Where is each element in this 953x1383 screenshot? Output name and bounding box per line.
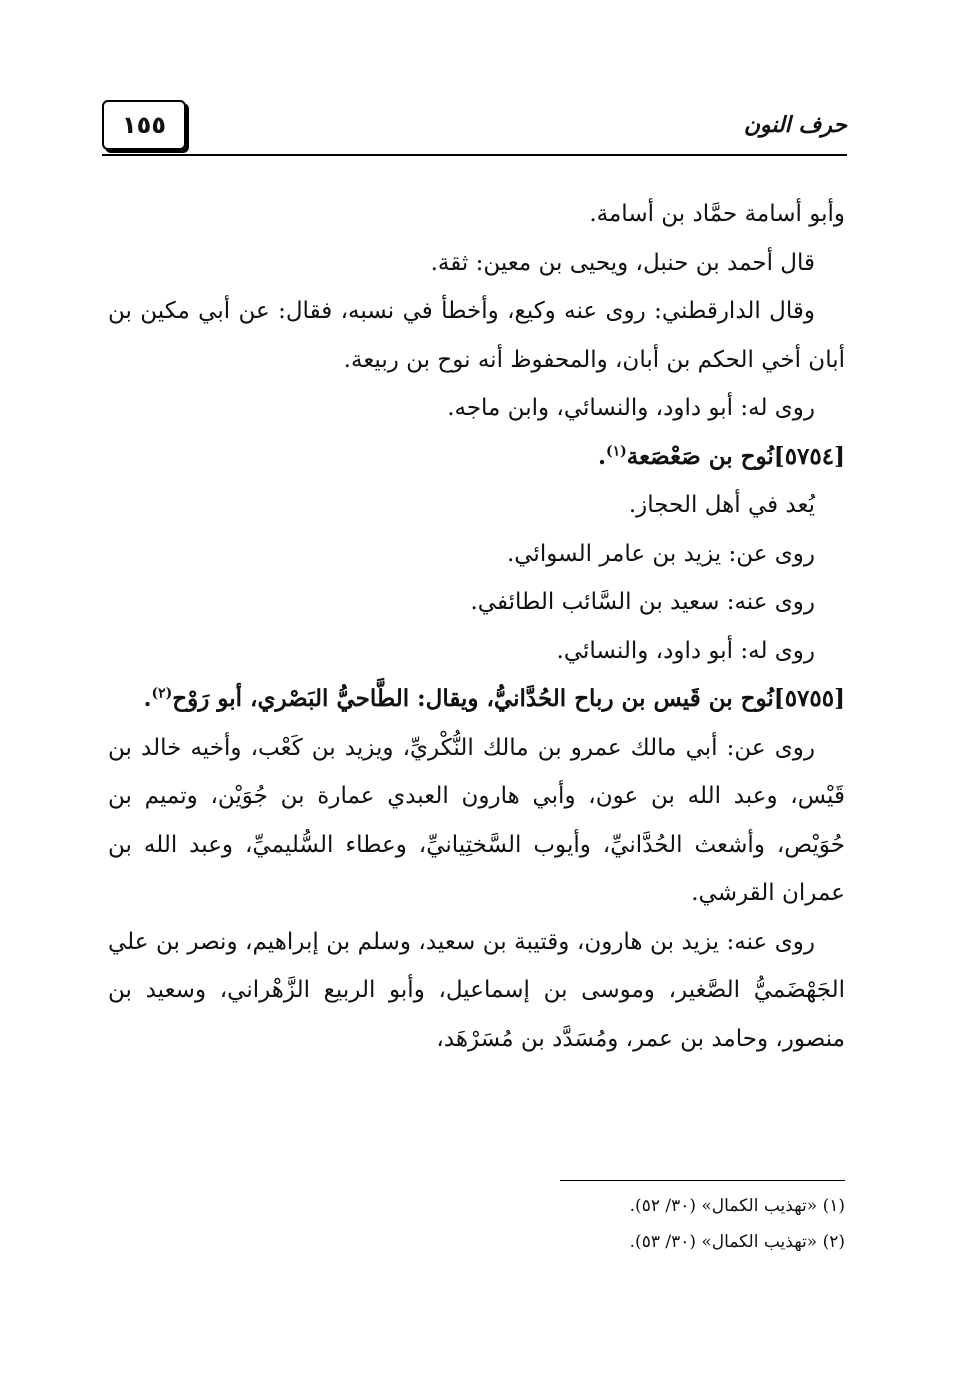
footnote-rule (560, 1180, 845, 1181)
footnote-ref: (١) (605, 442, 627, 459)
footnote: (١) «تهذيب الكمال» (٣٠/ ٥٢). (629, 1196, 845, 1216)
footnote: (٢) «تهذيب الكمال» (٣٠/ ٥٣). (629, 1232, 845, 1252)
entry-name: نُوح بن صَعْصَعة (626, 442, 774, 470)
paragraph: روى عنه: سعيد بن السَّائب الطائفي. (470, 589, 815, 615)
paragraph: روى عنه: يزيد بن هارون، وقتيبة بن سعيد، وسلم بن إبراهيم، ونصر بن علي الجَهْضَميُّ الصَّغير، وموسى بن إسماعيل، وأبو الربيع الزَّهْراني، وسعيد بن منصور، وحامد بن عمر، ومُسَدَّد بن مُسَرْهَد، (108, 928, 845, 1052)
running-title: حرف النون (743, 112, 847, 138)
paragraph: قال أحمد بن حنبل، ويحيى بن معين: ثقة. (430, 249, 815, 276)
entry-heading: [٥٧٥٥]نُوح بن قَيس بن رباح الحُدَّانيُّ، ويقال: الطَّاحيُّ البَصْري، أبو رَوْح$^{(٢)}$. (143, 685, 845, 712)
paragraph: روى له: أبو داود، والنسائي. (556, 637, 815, 664)
body-text (108, 190, 845, 1063)
paragraph: وقال الدارقطني: روى عنه وكيع، وأخطأ في نسبه، فقال: عن أبي مكين بن أبان أخي الحكم بن أبان، والمحفوظ أنه نوح بن ربيعة. (108, 298, 845, 373)
entry-name: نُوح بن قَيس بن رباح الحُدَّانيُّ، ويقال: الطَّاحيُّ البَصْري، أبو رَوْح (172, 685, 774, 712)
paragraph: روى عن: أبي مالك عمرو بن مالك النُّكْريِّ، ويزيد بن كَعْب، وأخيه خالد بن قَيْس، وعبد الله بن عون، وأبي هارون العبدي عمارة بن جُوَيْن، وتميم بن حُوَيْص، وأشعث الحُدَّانيِّ، وأيوب السَّختِيانيِّ، وعطاء السُّليميِّ، وعبد الله بن عمران القرشي. (108, 734, 845, 906)
paragraph: روى عن: يزيد بن عامر السوائي. (506, 540, 815, 567)
entry-number: [٥٧٥٥] (773, 685, 845, 712)
page-header (102, 100, 847, 160)
footnotes (108, 1188, 845, 1260)
entry-number: [٥٧٥٤] (773, 442, 845, 470)
paragraph: روى له: أبو داود، والنسائي، وابن ماجه. (447, 395, 815, 421)
header-rule (102, 154, 847, 156)
footnote-ref: (٢) (151, 685, 173, 702)
entry-heading: [٥٧٥٤]نُوح بن صَعْصَعة$^{(١)}$. (597, 442, 845, 470)
page-number: ١٥٥ (102, 100, 186, 150)
paragraph: وأبو أسامة حمَّاد بن أسامة. (589, 201, 845, 227)
paragraph: يُعد في أهل الحجاز. (628, 492, 815, 518)
